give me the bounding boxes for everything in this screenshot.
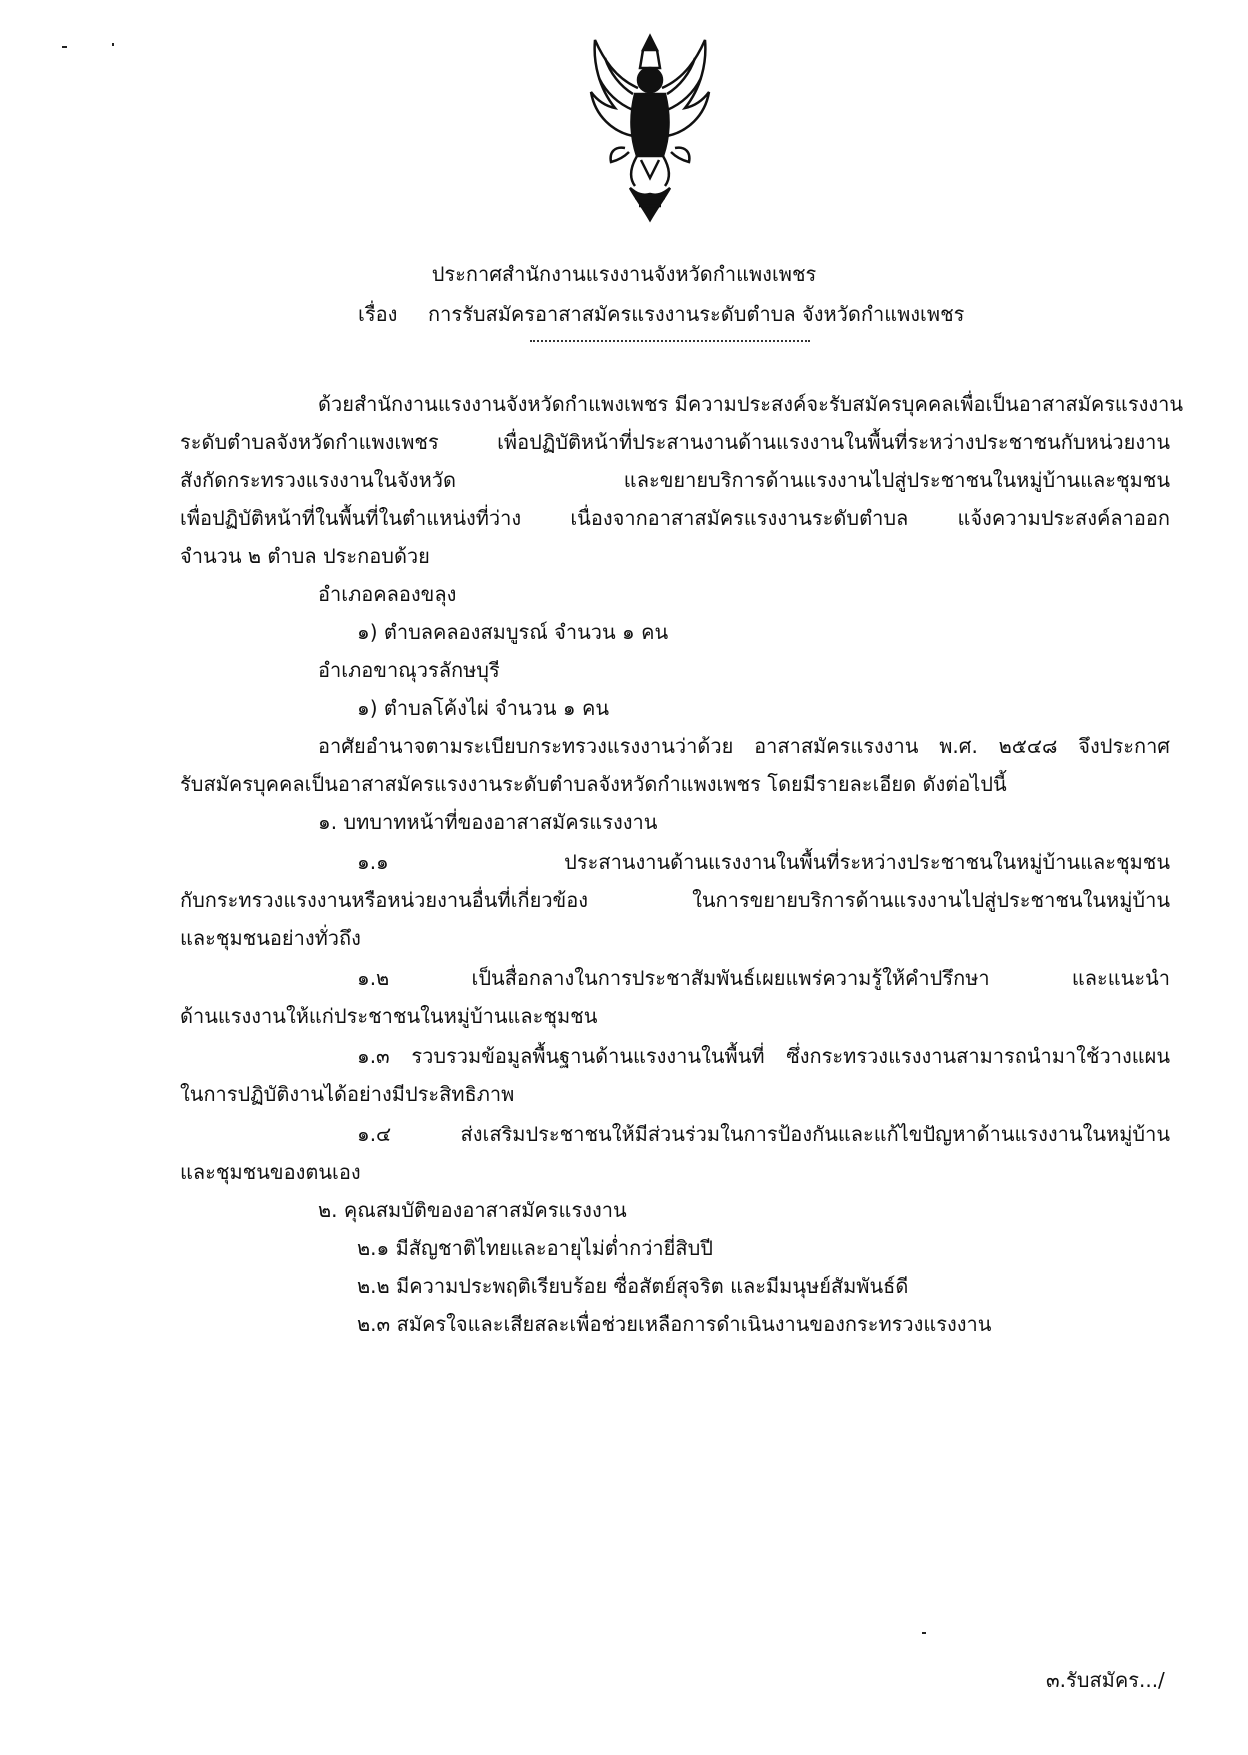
qualification-item: ๒.๓ สมัครใจและเสียสละเพื่อช่วยเหลือการดำเนินงานของกระทรวงแรงงาน: [357, 1312, 992, 1336]
duty-item: ด้านแรงงานให้แก่ประชาชนในหมู่บ้านและชุมชน: [180, 1004, 598, 1028]
duty-item: และชุมชนอย่างทั่วถึง: [180, 926, 361, 950]
scan-speck: [112, 43, 114, 46]
garuda-emblem-icon: [585, 28, 715, 228]
authority-line: อาศัยอำนาจตามระเบียบกระทรวงแรงงานว่าด้วย อาสาสมัครแรงงาน พ.ศ. ๒๕๔๘ จึงประกาศ: [318, 734, 1170, 758]
duty-item: และชุมชนของตนเอง: [180, 1160, 361, 1184]
district-item: ๑) ตำบลคลองสมบูรณ์ จำนวน ๑ คน: [357, 620, 669, 644]
authority-line: รับสมัครบุคคลเป็นอาสาสมัครแรงงานระดับตำบลจังหวัดกำแพงเพชร โดยมีรายละเอียด ดังต่อไปนี้: [180, 772, 1007, 796]
duty-item: ๑.๑ ประสานงานด้านแรงงานในพื้นที่ระหว่างประชาชนในหมู่บ้านและชุมชน: [357, 850, 1170, 874]
section1-heading: ๑. บทบาทหน้าที่ของอาสาสมัครแรงงาน: [318, 810, 658, 834]
district-name: อำเภอขาณุวรลักษบุรี: [318, 658, 500, 682]
duty-item: ๑.๓ รวบรวมข้อมูลพื้นฐานด้านแรงงานในพื้นที่ ซึ่งกระทรวงแรงงานสามารถนำมาใช้วางแผน: [357, 1044, 1170, 1068]
intro-line: จำนวน ๒ ตำบล ประกอบด้วย: [180, 544, 430, 568]
continuation-marker: ๓.รับสมัคร.../: [1046, 1668, 1165, 1692]
intro-line: เพื่อปฏิบัติหน้าที่ในพื้นที่ในตำแหน่งที่ว่าง เนื่องจากอาสาสมัครแรงงานระดับตำบล แจ้งความประสงค์ลาออก: [180, 506, 1170, 530]
section2-heading: ๒. คุณสมบัติของอาสาสมัครแรงงาน: [318, 1198, 627, 1222]
subject-text: การรับสมัครอาสาสมัครแรงงานระดับตำบล จังหวัดกำแพงเพชร: [428, 302, 965, 326]
district-name: อำเภอคลองขลุง: [318, 582, 457, 606]
duty-item: ๑.๒ เป็นสื่อกลางในการประชาสัมพันธ์เผยแพร่ความรู้ให้คำปรึกษา และแนะนำ: [357, 966, 1170, 990]
duty-item: กับกระทรวงแรงงานหรือหน่วยงานอื่นที่เกี่ยวข้อง ในการขยายบริการด้านแรงงานไปสู่ประชาชนในหมู่บ้าน: [180, 888, 1170, 912]
intro-line: สังกัดกระทรวงแรงงานในจังหวัด และขยายบริการด้านแรงงานไปสู่ประชาชนในหมู่บ้านและชุมชน: [180, 468, 1170, 492]
scan-speck: [62, 46, 67, 48]
scan-speck: [922, 1632, 926, 1634]
intro-line: ด้วยสำนักงานแรงงานจังหวัดกำแพงเพชร มีความประสงค์จะรับสมัครบุคคลเพื่อเป็นอาสาสมัครแรงงาน: [318, 392, 1183, 416]
duty-item: ในการปฏิบัติงานได้อย่างมีประสิทธิภาพ: [180, 1082, 515, 1106]
duty-item: ๑.๔ ส่งเสริมประชาชนให้มีส่วนร่วมในการป้องกันและแก้ไขปัญหาด้านแรงงานในหมู่บ้าน: [357, 1122, 1170, 1146]
subject-label: เรื่อง: [358, 302, 398, 326]
intro-line: ระดับตำบลจังหวัดกำแพงเพชร เพื่อปฏิบัติหน้าที่ประสานงานด้านแรงงานในพื้นที่ระหว่างประชาชนกับหน่วยงาน: [180, 430, 1170, 454]
qualification-item: ๒.๑ มีสัญชาติไทยและอายุไม่ต่ำกว่ายี่สิบปี: [357, 1236, 713, 1260]
announcement-title: ประกาศสำนักงานแรงงานจังหวัดกำแพงเพชร: [431, 262, 817, 286]
district-item: ๑) ตำบลโค้งไผ่ จำนวน ๑ คน: [357, 696, 610, 720]
qualification-item: ๒.๒ มีความประพฤติเรียบร้อย ซื่อสัตย์สุจริต และมีมนุษย์สัมพันธ์ดี: [357, 1274, 909, 1298]
title-divider: [530, 340, 810, 342]
